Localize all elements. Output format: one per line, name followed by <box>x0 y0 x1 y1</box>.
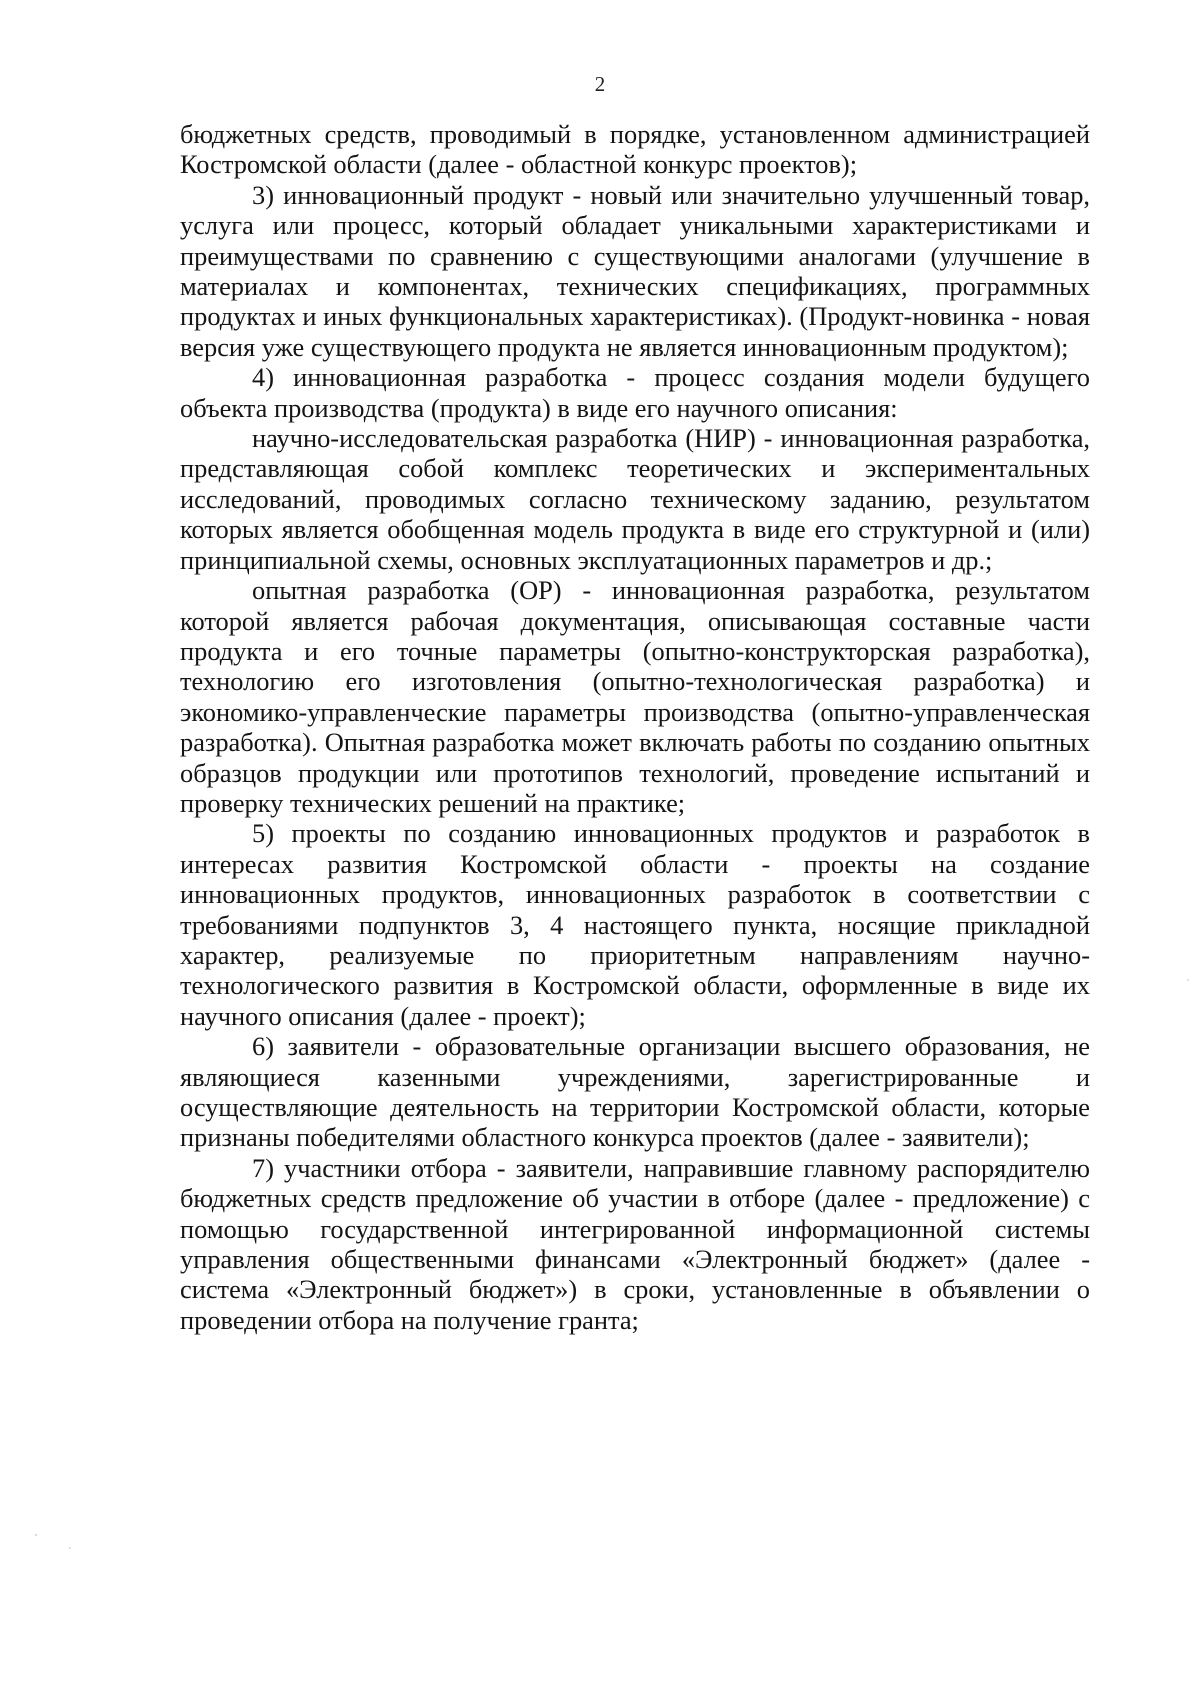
paragraph-item-5: 5) проекты по созданию инновационных продуктов и разработок в интересах развития Костромской области - проекты на создание инновационных продуктов, инновационных разработок в соответствии с требованиями подпунктов 3, 4 настоящего пункта, носящие прикладной характер, реализуемые по приоритетным направлениям научно-технологического развития в Костромской области, оформленные в виде их научного описания (далее - проект); <box>180 818 1090 1031</box>
paragraph-item-3: 3) инновационный продукт - новый или значительно улучшенный товар, услуга или процесс, который обладает уникальными характеристиками и преимуществами по сравнению с существующими аналогами (улучшение в материалах и компонентах, технических спецификациях, программных продуктах и иных функциональных характеристиках). (Продукт-новинка - новая версия уже существующего продукта не является инновационным продуктом); <box>180 179 1090 362</box>
page-number: 2 <box>594 72 606 96</box>
paragraph-nir: научно-исследовательская разработка (НИР) - инновационная разработка, представляющая собой комплекс теоретических и экспериментальных исследований, проводимых согласно техническому заданию, результатом которых является обобщенная модель продукта в виде его структурной и (или) принципиальной схемы, основных эксплуатационных параметров и др.; <box>180 423 1090 575</box>
paragraph-item-4: 4) инновационная разработка - процесс создания модели будущего объекта производства (продукта) в виде его научного описания: <box>180 362 1090 423</box>
paragraph-or: опытная разработка (ОР) - инновационная разработка, результатом которой является рабочая документация, описывающая составные части продукта и его точные параметры (опытно-конструкторская разработка), технологию его изготовления (опытно-технологическая разработка) и экономико-управленческие параметры производства (опытно-управленческая разработка). Опытная разработка может включать работы по созданию опытных образцов продукции или прототипов технологий, проведение испытаний и проверку технических решений на практике; <box>180 575 1090 818</box>
paragraph-continuation: бюджетных средств, проводимый в порядке, установленном администрацией Костромской области (далее - областной конкурс проектов); <box>180 119 1090 180</box>
paragraph-item-7: 7) участники отбора - заявители, направившие главному распорядителю бюджетных средств предложение об участии в отборе (далее - предложение) с помощью государственной интегрированной информационной системы управления общественными финансами «Электронный бюджет» (далее - система «Электронный бюджет») в сроки, установленные в объявлении о проведении отбора на получение гранта; <box>180 1152 1090 1335</box>
paragraph-item-6: 6) заявители - образовательные организации высшего образования, не являющиеся казенными учреждениями, зарегистрированные и осуществляющие деятельность на территории Костромской области, которые признаны победителями областного конкурса проектов (далее - заявители); <box>180 1031 1090 1153</box>
document-body <box>180 119 1090 1335</box>
